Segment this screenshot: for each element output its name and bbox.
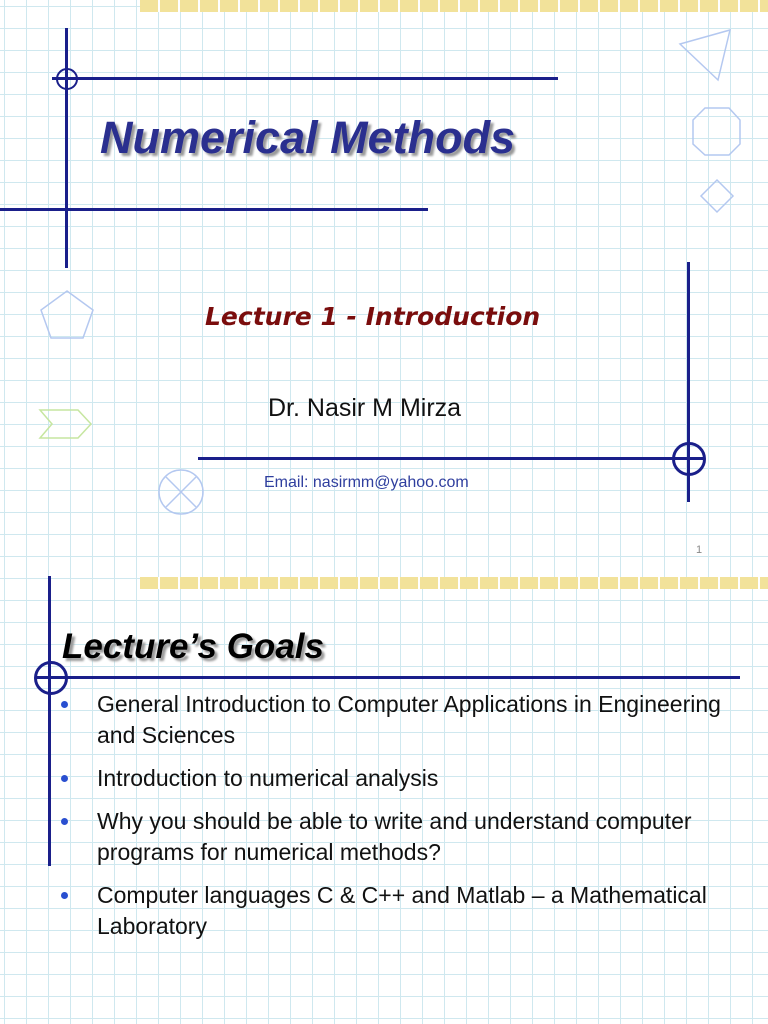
top-decorative-bar [140, 577, 768, 589]
bullet-icon [61, 892, 68, 899]
pentagon-outline-icon [41, 291, 93, 338]
triangle-outline-icon [680, 30, 730, 80]
circle-cross-outline-icon [159, 470, 203, 514]
list-item [97, 763, 737, 794]
list-item-text: General Introduction to Computer Applications in Engineering and Sciences [97, 691, 721, 748]
slide-title: Lecture’s Goals [62, 627, 324, 666]
list-item [97, 880, 737, 942]
author-email: Email: nasirmm@yahoo.com [264, 474, 469, 491]
page-number: 1 [696, 544, 703, 556]
lecture-subtitle: Lecture 1 - Introduction [205, 302, 541, 331]
list-item-text: Why you should be able to write and understand computer programs for numerical methods? [97, 808, 692, 865]
horizontal-rule-top [36, 676, 740, 679]
bullet-icon [61, 818, 68, 825]
list-item [97, 689, 737, 751]
goals-list [97, 689, 737, 954]
author-name: Dr. Nasir M Mirza [268, 394, 462, 422]
vertical-rule-left [48, 576, 51, 866]
diamond-outline-icon [701, 180, 733, 212]
bullet-icon [61, 701, 68, 708]
octagon-outline-icon [693, 108, 740, 155]
list-item-text: Introduction to numerical analysis [97, 765, 439, 791]
slide-title: Numerical Methods [100, 112, 516, 163]
arrow-chevron-outline-icon [40, 410, 91, 438]
bullet-icon [61, 775, 68, 782]
list-item [97, 806, 737, 868]
list-item-text: Computer languages C & C++ and Matlab – a Mathematical Laboratory [97, 882, 707, 939]
